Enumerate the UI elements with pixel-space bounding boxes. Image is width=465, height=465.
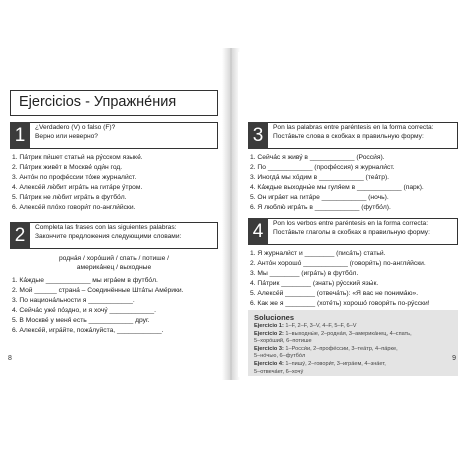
word-bank-line: америка́нец / выходные — [76, 264, 152, 271]
exercise-line: 4. Ка́ждые выходны́е мы гуля́ем в ____________ (парк). — [250, 184, 424, 191]
exercise-number: 1 — [10, 122, 30, 149]
exercise-1 — [10, 122, 218, 213]
exercise-1-lines — [10, 153, 218, 213]
exercise-line: 2. По ____________ (профе́ссия) я журнали́ст. — [250, 164, 395, 171]
exercise-line: 3. По национа́льности я ____________. — [12, 297, 135, 304]
exercise-line: 5. Алексе́й ________ (отвеча́ть): «Я вас не понима́ю». — [250, 290, 419, 297]
exercise-1-header — [10, 122, 218, 149]
instruction-es: Pon los verbos entre paréntesis en la forma correcta: — [273, 220, 429, 227]
exercise-line: 6. Алексе́й, игра́йте, пожа́луйста, ____________. — [12, 327, 164, 334]
instruction-ru: Поста́вьте глаголы в скобках в правильную форму: — [273, 228, 430, 236]
page-title: Ejercicios - Упражне́ния — [10, 90, 218, 116]
exercise-instruction — [273, 124, 455, 141]
exercise-line: 6. Как же я ________ (хоте́ть) хорошо́ говори́ть по-ру́сски! — [250, 300, 430, 307]
exercise-2 — [10, 222, 218, 336]
page-number: 8 — [8, 355, 12, 362]
exercise-line: 2. Па́трик живёт в Москве́ оди́н год. — [12, 164, 123, 171]
exercise-line: 3. Мы ________ (игра́ть) в футбо́л. — [250, 270, 359, 277]
instruction-ru: Верно или неверно? — [35, 132, 98, 140]
exercise-number: 2 — [10, 222, 30, 249]
exercise-line: 1. Па́трик пи́шет статьи́ на ру́сском языке́. — [12, 154, 143, 161]
exercise-number: 4 — [248, 218, 268, 245]
solutions-title: Soluciones — [254, 313, 295, 322]
exercise-3-lines — [248, 153, 458, 213]
exercise-line: 5. Он игра́ет на гита́ре ____________ (ночь). — [250, 194, 389, 201]
instruction-ru: Поста́вьте слова в скобках в правильную форму: — [273, 132, 424, 140]
exercise-instruction — [35, 124, 215, 141]
exercise-3-header — [248, 122, 458, 149]
page-number: 9 — [452, 355, 456, 362]
exercise-line: 1. Я журнали́ст и ________ (писа́ть) статьи́. — [250, 250, 386, 257]
instruction-ru: Закончите предложения следующими словами: — [35, 232, 182, 240]
exercise-4-lines — [248, 249, 458, 309]
solution-line: 5–отвеча́ет, 6–хочу́ — [254, 368, 304, 375]
exercise-line: 5. Па́трик не лю́бит игра́ть в футбо́л. — [12, 194, 127, 201]
exercise-line: 5. В Москве́ у меня́ есть ____________ друг. — [12, 317, 150, 324]
word-bank — [10, 254, 218, 272]
instruction-es: Pon las palabras entre paréntesis en la forma correcta: — [273, 124, 434, 131]
exercise-2-lines — [10, 276, 218, 336]
exercise-4 — [248, 218, 458, 309]
solution-line: 5–но́чью, 6–футбо́л — [254, 353, 306, 360]
solution-line: Ejercicio 2: 1–выходны́е, 2–родна́я, 3–америка́нец, 4–спать, — [254, 330, 412, 337]
solution-line: Ejercicio 3: 1–Росси́и, 2–профе́ссии, 3–теа́тр, 4–па́рке, — [254, 345, 398, 352]
word-bank-line: родна́я / хоро́ший / спать / потише / — [58, 255, 170, 262]
exercise-line: 6. Я люблю́ игра́ть в ____________ (футбо́л). — [250, 204, 391, 211]
exercise-line: 4. Сейча́с уже́ по́здно, и я хочу́ ____________. — [12, 307, 156, 314]
exercise-line: 1. Сейча́с я живу́ в ____________ (Росси́я). — [250, 154, 385, 161]
solution-line: Ejercicio 4: 1–пишу́, 2–говори́т, 3–игра́ем, 4–зна́ет, — [254, 360, 386, 367]
exercise-instruction — [35, 224, 215, 241]
exercise-3 — [248, 122, 458, 213]
solution-line: 5–хоро́ший, 6–потише — [254, 338, 312, 345]
exercise-4-header — [248, 218, 458, 245]
exercise-line: 2. Мой ______ страна́ – Соединённые Шта́ты Аме́рики. — [12, 287, 184, 294]
exercise-2-header — [10, 222, 218, 249]
solution-line: Ejercicio 1: 1–F, 2–F, 3–V, 4–F, 5–F, 6–V — [254, 323, 357, 329]
exercise-line: 1. Ка́ждые ____________ мы игра́ем в футбо́л. — [12, 277, 158, 284]
exercise-line: 6. Алексе́й пло́хо говори́т по-англи́йски. — [12, 204, 136, 211]
exercise-instruction — [273, 220, 455, 237]
instruction-es: ¿Verdadero (V) o falso (F)? — [35, 124, 116, 131]
exercise-line: 4. Алексе́й лю́бит игра́ть на гита́ре у́тром. — [12, 184, 143, 191]
exercise-line: 3. Анто́н по профе́ссии то́же журнали́ст. — [12, 174, 137, 181]
right-page — [238, 52, 462, 377]
exercise-line: 3. Иногда́ мы хо́дим в ____________ (теа́тр). — [250, 174, 390, 181]
left-page — [2, 52, 224, 377]
exercise-line: 4. Па́трик ________ (знать) ру́сский язы́к. — [250, 280, 379, 287]
exercise-number: 3 — [248, 122, 268, 149]
instruction-es: Completa las frases con las siguientes palabras: — [35, 224, 177, 231]
solutions-box — [248, 310, 458, 376]
exercise-line: 2. Анто́н хорошо́ ____________ (говори́ть) по-англи́йски. — [250, 260, 426, 267]
